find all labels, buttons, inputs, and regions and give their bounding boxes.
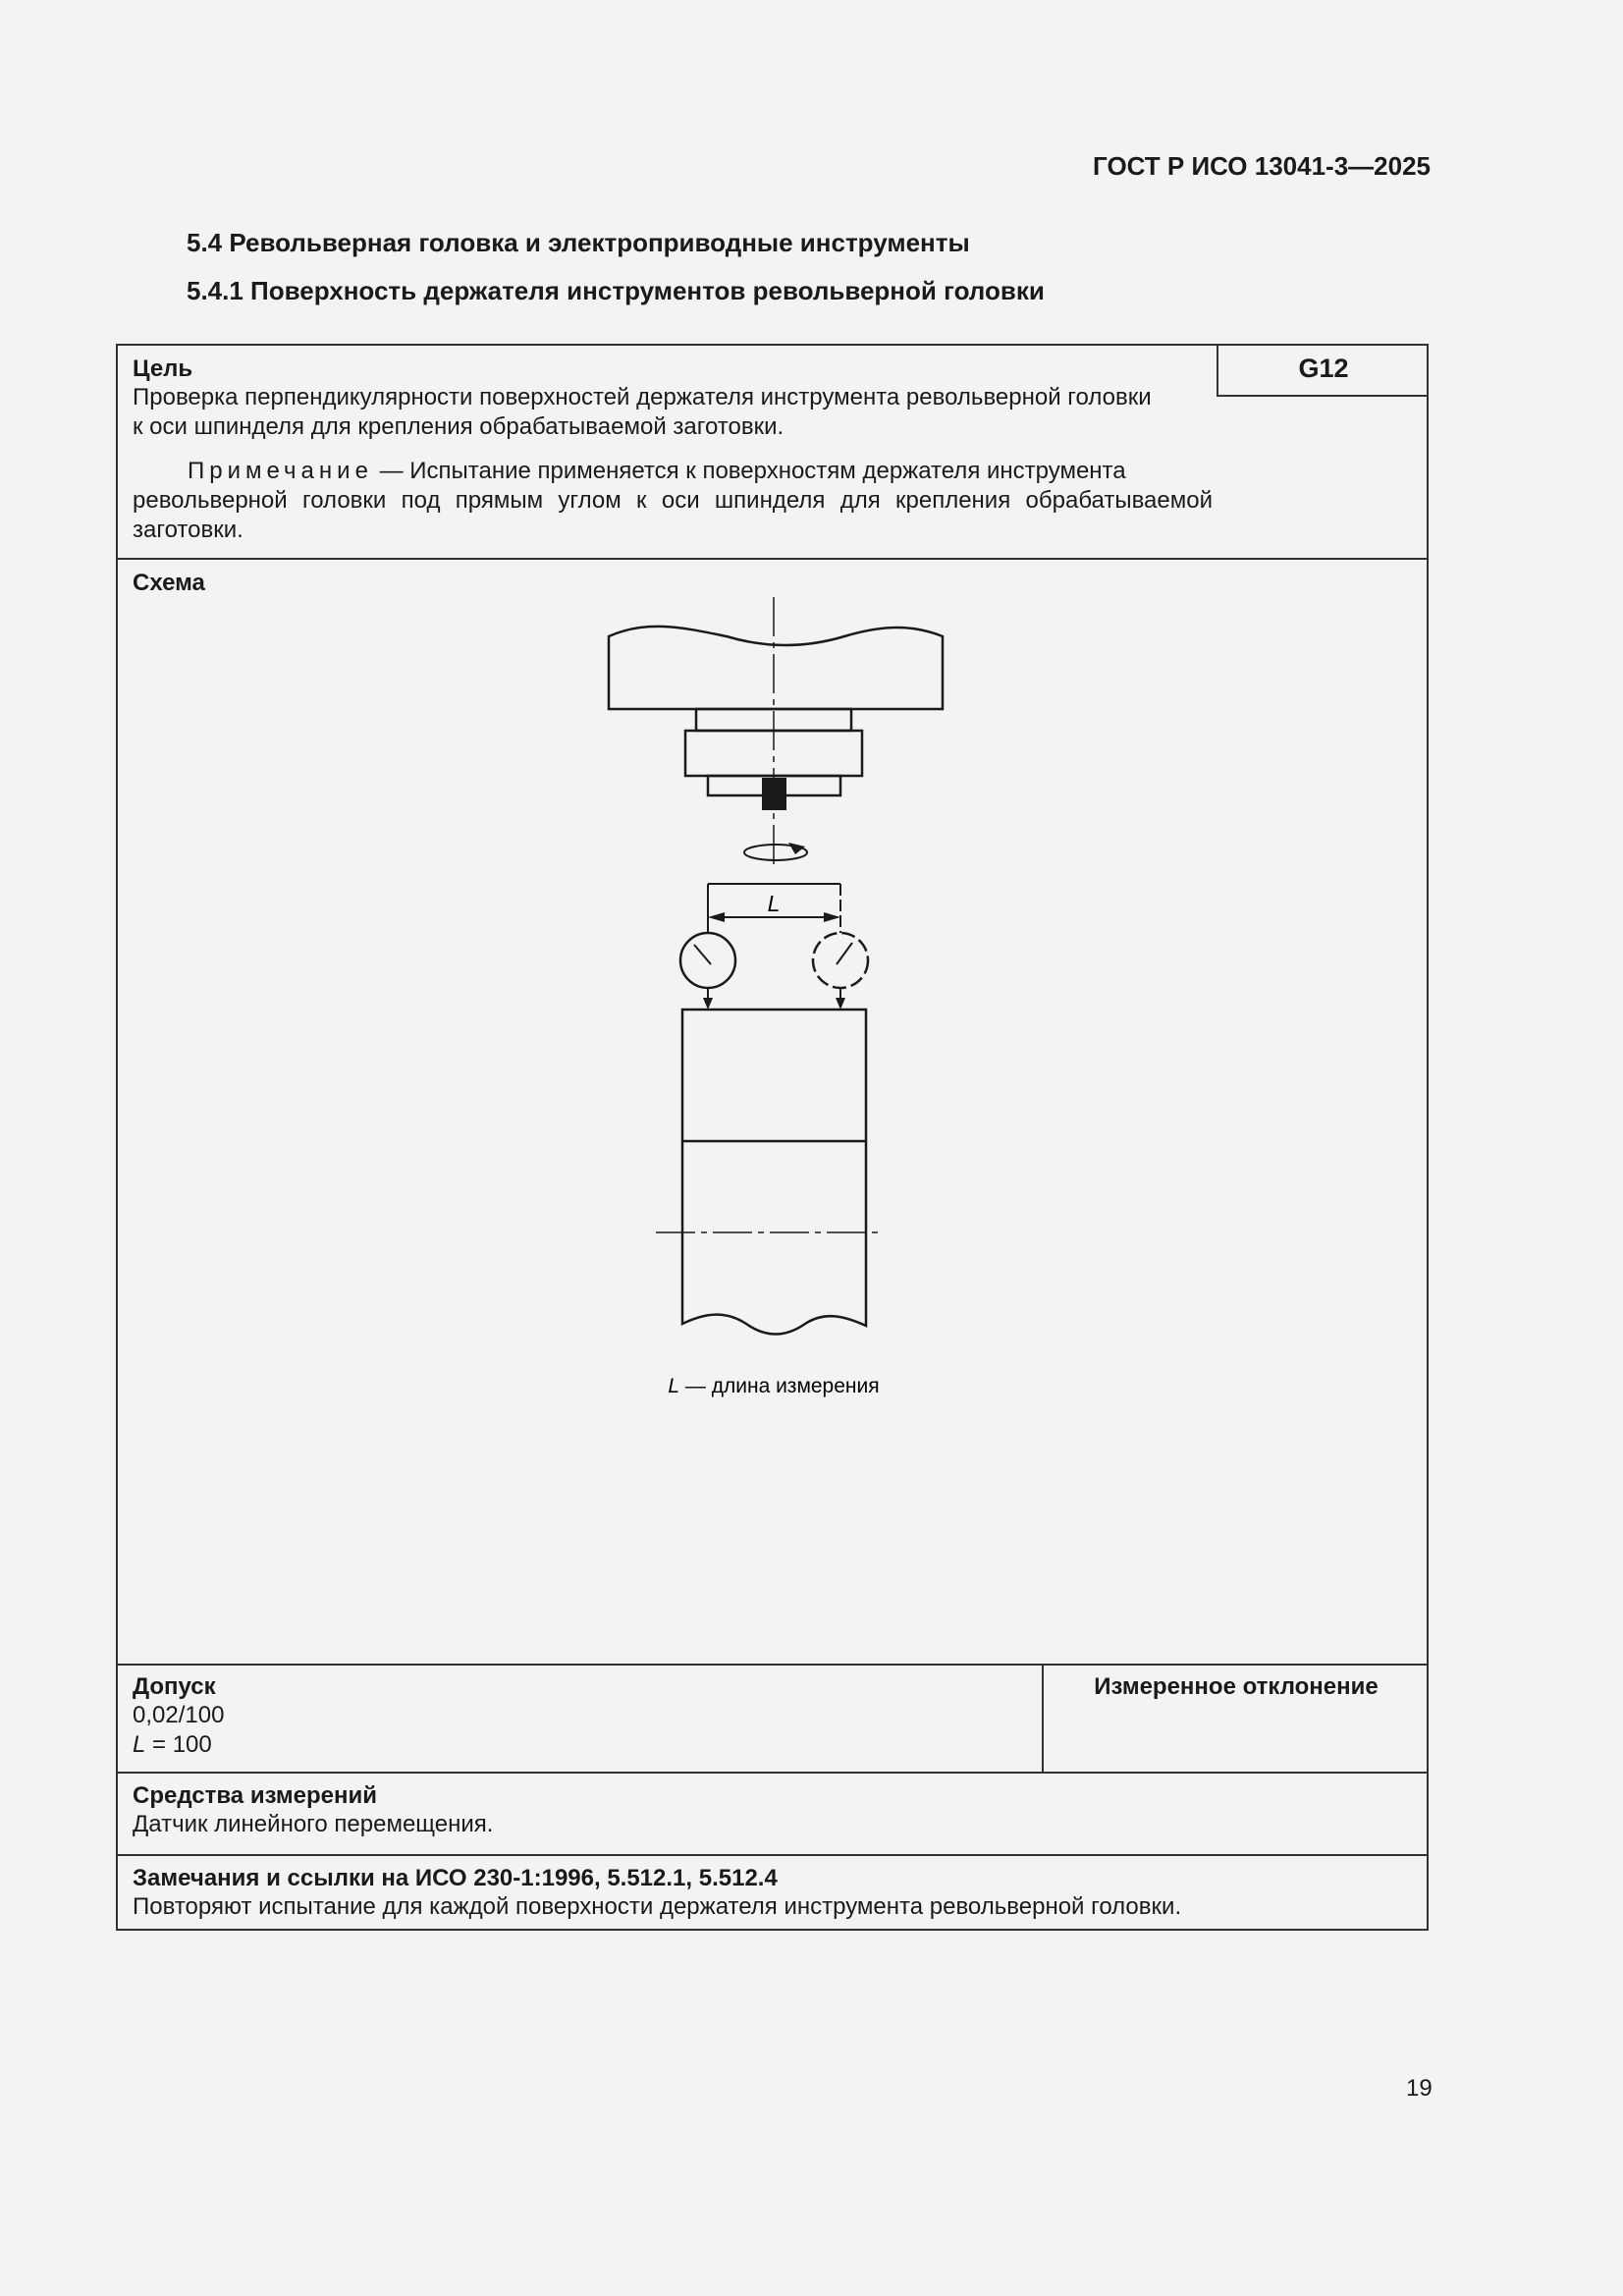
tolerance-cell (133, 1673, 1036, 1760)
goal-text-line2: к оси шпинделя для крепления обрабатываемой заготовки. (133, 413, 784, 440)
diagram-legend (668, 1375, 879, 1397)
spindle-head (609, 627, 943, 709)
remarks-label: Замечания и ссылки на ИСО 230-1:1996, 5.512.1, 5.512.4 (133, 1865, 778, 1891)
legend-text: — длина измерения (679, 1375, 880, 1397)
remarks-value: Повторяют испытание для каждой поверхности держателя инструмента револьверной головки. (133, 1893, 1182, 1920)
instruments-label: Средства измерений (133, 1782, 378, 1809)
note-rest: — Испытание применяется к поверхностям держателя инструмента (372, 458, 1126, 484)
deviation-label: Измеренное отклонение (1094, 1673, 1379, 1700)
tolerance-length (133, 1730, 1036, 1760)
note-word: Примечание (188, 458, 373, 484)
schema-diagram (118, 560, 1427, 1662)
row-divider (118, 1854, 1427, 1856)
remarks-cell (133, 1865, 1409, 1922)
standard-number: ГОСТ Р ИСО 13041-3—2025 (1093, 151, 1431, 181)
instruments-value: Датчик линейного перемещения. (133, 1811, 494, 1837)
instruments-cell (133, 1782, 1409, 1839)
dimension-L-label: L (767, 891, 781, 916)
code-divider (1217, 395, 1429, 397)
tolerance-value: 0,02/100 (133, 1702, 225, 1728)
tolerance-L-value: = 100 (145, 1731, 212, 1758)
test-table (116, 344, 1429, 1931)
tool-holder (762, 778, 786, 810)
note-line3: заготовки. (133, 517, 243, 543)
tolerance-L: L (133, 1731, 146, 1758)
workpiece (682, 1010, 866, 1335)
page-number: 19 (1406, 2075, 1433, 2102)
goal-cell (133, 355, 1213, 545)
subsection-heading: 5.4.1 Поверхность держателя инструментов револьверной головки (187, 276, 1045, 305)
row-divider (118, 1772, 1427, 1774)
row-divider (118, 1664, 1427, 1666)
section-heading: 5.4 Револьверная головка и электроприводные инструменты (187, 228, 970, 257)
schema-label: Схема (133, 570, 205, 596)
goal-label: Цель (133, 355, 193, 382)
goal-text-line1: Проверка перпендикулярности поверхностей держателя инструмента револьверной головки (133, 384, 1152, 410)
note-line1 (133, 457, 1213, 486)
note-line2: револьверной головки под прямым углом к оси шпинделя для крепления обрабатываемой (133, 487, 1213, 514)
test-code: G12 (1298, 354, 1349, 383)
tolerance-label: Допуск (133, 1673, 216, 1700)
legend-L: L (668, 1375, 680, 1397)
